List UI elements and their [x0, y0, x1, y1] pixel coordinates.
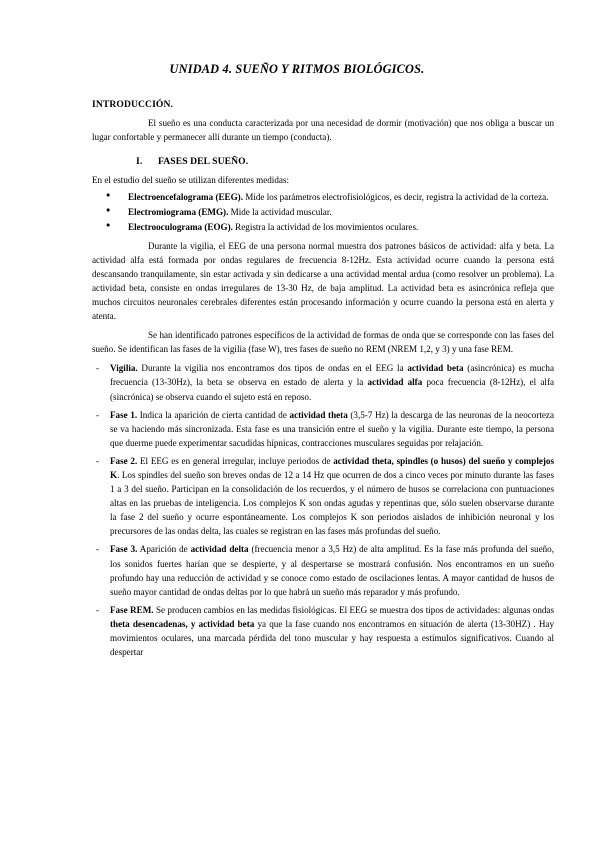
phase-text: El EEG es en general irregular, incluye periodos de actividad theta, spindles (o husos) del sueño y complejos K. Los spindles del sueño son breves ondas de 12 a 14 Hz que ocurren de dos a cinco veces por minuto durante las fases 1 a 3 del sueño. Participan en la consolidación de los recuerdos, y el número de husos se correlaciona con puntuaciones altas en las pruebas de inteligencia. Los complejos K son ondas agudas y repentinas que, sólo suelen observarse durante la fase 2 del sueño y ocurre espontáneamente. Los complejos K son periodos aislados de inhibición neuronal y los precursores de las ondas delta, las cuales se registran en las fases más profundas del sueño.	[110, 455, 554, 537]
section-title: FASES DEL SUEÑO.	[158, 156, 249, 168]
phase-text: Se producen cambios en las medidas fisiológicas. El EEG se muestra dos tipos de actividades: algunas ondas theta desencadenas, y actividad beta ya que la fase cuando nos encontramos en situación de alerta (13-30HZ) . Hay movimientos oculares, una marcada pérdida del tono muscular y hay respuesta a estímulos significativos. Cuando al despertar	[110, 604, 555, 658]
list-item	[40, 603, 554, 659]
paragraph-vigilia: Durante la vigilia, el EEG de una persona normal muestra dos patrones básicos de actividad: alfa y beta. La actividad alfa está formada por ondas regulares de frecuencia 8-12Hz. Esta actividad ocurre cuando la persona está descansando tranquilamente, sin estar activada y sin dedicarse a una actividad mental ardua (como resolver un problema). La actividad beta, consiste en ondas irregulares de 13-30 Hz, de baja amplitud. La actividad beta es asincrónica refleja que muchos circuitos neuronales cerebrales diferentes están procesando información y ocurre cuando la persona está en alerta y atenta.	[92, 240, 554, 322]
intro-paragraph: El sueño es una conducta caracterizada por una necesidad de dormir (motivación) que nos obliga a buscar un lugar confortable y permanecer allí durante un tiempo (conducta).	[92, 118, 554, 143]
list-item	[40, 220, 554, 234]
measures-intro: En el estudio del sueño se utilizan diferentes medidas:	[92, 175, 289, 186]
phases-list	[40, 361, 554, 659]
section-number: I.	[136, 156, 143, 168]
measures-list	[40, 190, 554, 234]
phase-term: Fase 1.	[110, 409, 138, 420]
measure-text: Mide los parámetros electrofisiológicos, es decir, registra la actividad de la corteza.	[243, 192, 549, 203]
list-item	[40, 205, 554, 219]
phase-text: Aparición de actividad delta (frecuencia menor a 3,5 Hz) de alta amplitud. Es la fase más profunda del sueño, los sonidos fuertes harían que se despierte, y al despertarse se mostrará confusión. Nos encontramos en un sueño profundo hay una reducción de actividad y se conoce como estado de oscilaciones lentas. A mayor cantidad de husos de sueño mayor cantidad de ondas deltas por lo que habrá un sueño más reparador y más profundo.	[110, 544, 554, 597]
measure-text: Mide la actividad muscular.	[228, 207, 332, 218]
intro-heading: INTRODUCCIÓN.	[92, 99, 173, 110]
section-heading-fases	[136, 156, 554, 167]
measure-term: Electromiograma (EMG).	[128, 207, 229, 218]
paragraph-patrones: Se han identificado patrones específicos de la actividad de formas de onda que se corresponde con las fases del sueño. Se identifican las fases de la vigilia (fase W), tres fases de sueño no REM (NREM 1,2, y 3) y una fase REM.	[92, 330, 554, 355]
phase-term: Fase 3.	[110, 544, 138, 555]
phase-term: Fase REM.	[110, 604, 154, 615]
measure-text: Registra la actividad de los movimientos oculares.	[232, 222, 419, 233]
list-item	[40, 542, 554, 598]
phase-term: Fase 2.	[110, 455, 138, 466]
phase-term: Vigilia.	[110, 363, 138, 374]
list-item	[40, 408, 554, 450]
phase-text: Indica la aparición de cierta cantidad de actividad theta (3,5-7 Hz) la descarga de las neuronas de la neocorteza se va haciendo más sincronizada. Esta fase es una transición entre el sueño y la vigilia. Durante este tiempo, la persona que duerme puede experimentar sacudidas hípnicas, contracciones musculares seguidas por relajación.	[110, 409, 554, 448]
measure-term: Electrooculograma (EOG).	[128, 222, 233, 233]
list-item	[40, 454, 554, 539]
list-item	[40, 361, 554, 403]
measure-term: Electroencefalograma (EEG).	[128, 192, 243, 203]
list-item	[40, 190, 554, 204]
page-title: UNIDAD 4. SUEÑO Y RITMOS BIOLÓGICOS.	[169, 62, 425, 76]
phase-text: Durante la vigilia nos encontramos dos tipos de ondas en el EEG la actividad beta (asincrónica) es mucha frecuencia (13-30Hz), la beta se observa en estado de alerta y la actividad alfa poca frecuencia (8-12Hz), el alfa (sincrónica) se observa cuando el sujeto está en reposo.	[110, 363, 555, 402]
